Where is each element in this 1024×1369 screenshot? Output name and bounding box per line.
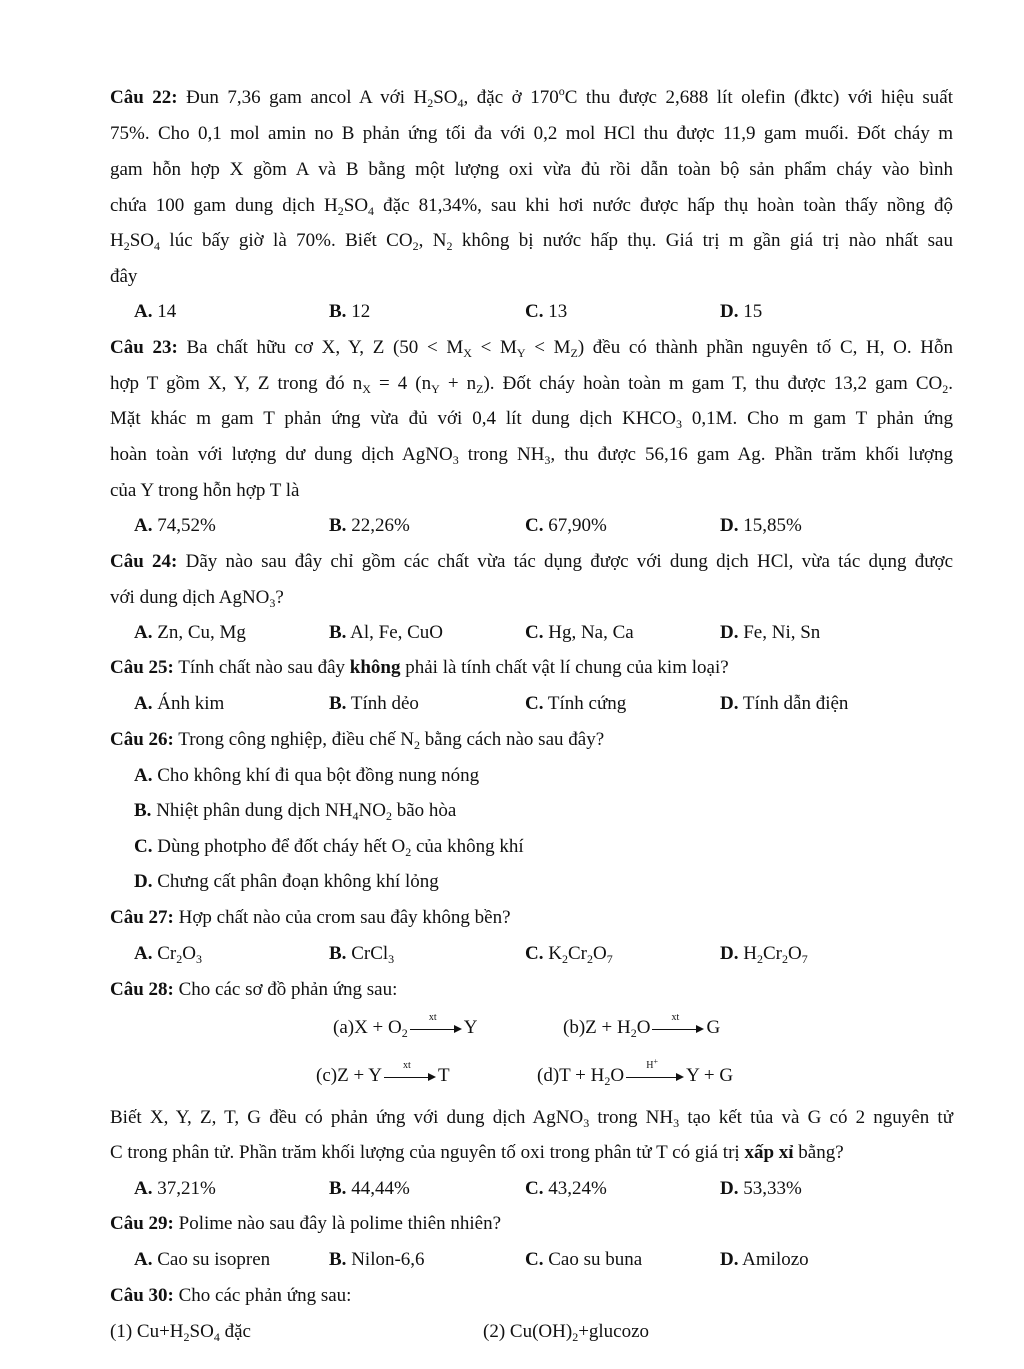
q23-line-2: hợp T gồm X, Y, Z trong đó $n_X = 4$ $(n_Y + n_Z)$. Đốt cháy hoàn toàn m gam T, thu được 13,2 gam $CO_2$. <box>110 373 954 396</box>
q28-line-1: Câu 28: Cho các sơ đồ phản ứng sau: <box>110 979 398 1000</box>
question-label: Câu 23: <box>110 337 178 358</box>
reaction-c: (c)Z + Y xt T <box>316 1059 450 1086</box>
q26-option-b[interactable]: B. Nhiệt phân dung dịch $NH_4NO_2$ bão hòa <box>134 800 457 823</box>
q29-line-1: Câu 29: Polime nào sau đây là polime thiên nhiên? <box>110 1213 502 1234</box>
q23-line-4: hoàn toàn với lượng dư dung dịch AgNO$_3$ trong $NH_3$, thu được 56,16 gam Ag. Phần trăm khối lượng <box>110 444 953 467</box>
q23-option-b[interactable]: B. 22,26% <box>329 515 410 536</box>
q27-option-c[interactable]: C. $K_2Cr_2O_7$ <box>525 943 613 966</box>
q22-option-b[interactable]: B. 12 <box>329 301 371 322</box>
q24-line-1: Câu 24: Dãy nào sau đây chỉ gồm các chất vừa tác dụng được với dung dịch HCl, vừa tác dụng được <box>110 551 954 572</box>
question-label: Câu 27: <box>110 907 174 928</box>
q23-option-a[interactable]: A. 74,52% <box>134 515 216 536</box>
q26-line-1: Câu 26: Trong công nghiệp, điều chế $N_2$ bằng cách nào sau đây? <box>110 729 605 752</box>
q29-option-a[interactable]: A. Cao su isopren <box>134 1249 271 1270</box>
q24-line-2: với dung dịch AgNO$_3$? <box>110 587 284 610</box>
q27-option-b[interactable]: B. CrCl$_3$ <box>329 943 395 966</box>
q25-option-c[interactable]: C. Tính cứng <box>525 693 627 714</box>
reaction-arrow: xt <box>384 1070 436 1084</box>
question-label: Câu 25: <box>110 657 174 678</box>
q25-option-d[interactable]: D. Tính dẫn điện <box>720 693 849 714</box>
q23-line-3: Mặt khác m gam T phản ứng vừa đủ với 0,4 lít dung dịch $KHCO_3$ 0,1M. Cho m gam T phản ứng <box>110 408 953 431</box>
q26-option-c[interactable]: C. Dùng photpho để đốt cháy hết $O_2$ của không khí <box>134 836 524 859</box>
q22-line-2: 75%. Cho 0,1 mol amin no B phản ứng tối đa với 0,2 mol HCl thu được 11,9 gam muối. Đốt cháy m <box>110 123 953 144</box>
reaction-arrow: xt <box>410 1022 462 1036</box>
q28-option-a[interactable]: A. 37,21% <box>134 1178 216 1199</box>
q30-line-1: Câu 30: Cho các phản ứng sau: <box>110 1285 352 1306</box>
q29-option-c[interactable]: C. Cao su buna <box>525 1249 643 1270</box>
question-label: Câu 22: <box>110 87 178 108</box>
q22-line-4: chứa 100 gam dung dịch $H_2SO_4$ đặc 81,34%, sau khi hơi nước được hấp thụ hoàn toàn thấy nồng độ <box>110 195 953 218</box>
q22-line-1: Câu 22: Đun 7,36 gam ancol A với $H_2SO_4$, đặc ở 170$^o$C thu được 2,688 lít olefin (đktc) với hiệu suất <box>110 84 953 110</box>
q24-option-c[interactable]: C. Hg, Na, Ca <box>525 622 634 643</box>
reaction-arrow: H+ <box>626 1070 684 1084</box>
q28-line-3: C trong phân tử. Phần trăm khối lượng của nguyên tố oxi trong phân tử T có giá trị xấp xỉ bằng? <box>110 1142 844 1163</box>
q26-option-d[interactable]: D. Chưng cất phân đoạn không khí lỏng <box>134 871 439 892</box>
q29-option-d[interactable]: D. Amilozo <box>720 1249 809 1270</box>
q23-line-5: của Y trong hỗn hợp T là <box>110 480 300 501</box>
reaction-a: $(a)X + O_2$ xt Y <box>333 1011 478 1040</box>
question-label: Câu 30: <box>110 1285 174 1306</box>
q29-option-b[interactable]: B. Nilon-6,6 <box>329 1249 425 1270</box>
reaction-b: $(b)Z + H_2O$ xt G <box>563 1011 721 1040</box>
q24-option-d[interactable]: D. Fe, Ni, Sn <box>720 622 821 643</box>
q23-option-c[interactable]: C. 67,90% <box>525 515 607 536</box>
reaction-d: $(d)T + H_2O$ H+ Y + G <box>537 1056 734 1088</box>
q25-line-1: Câu 25: Tính chất nào sau đây không phải là tính chất vật lí chung của kim loại? <box>110 657 729 678</box>
q30-reaction-1: (1) $Cu+H_2SO_4$ đặc <box>110 1321 251 1344</box>
q25-option-b[interactable]: B. Tính dẻo <box>329 693 419 714</box>
q28-option-c[interactable]: C. 43,24% <box>525 1178 607 1199</box>
q24-option-a[interactable]: A. Zn, Cu, Mg <box>134 622 246 643</box>
q22-line-6: đây <box>110 266 138 287</box>
q23-option-d[interactable]: D. 15,85% <box>720 515 802 536</box>
question-label: Câu 29: <box>110 1213 174 1234</box>
q22-option-d[interactable]: D. 15 <box>720 301 763 322</box>
q22-option-a[interactable]: A. 14 <box>134 301 177 322</box>
q28-option-d[interactable]: D. 53,33% <box>720 1178 802 1199</box>
q28-line-2: Biết X, Y, Z, T, G đều có phản ứng với dung dịch AgNO$_3$ trong $NH_3$ tạo kết tủa và G có 2 nguyên tử <box>110 1107 953 1130</box>
reaction-arrow: xt <box>652 1022 704 1036</box>
q30-reaction-2: (2) $Cu(OH)_2+glucozo$ <box>483 1321 650 1344</box>
q27-option-d[interactable]: D. $H_2Cr_2O_7$ <box>720 943 808 966</box>
question-label: Câu 26: <box>110 729 174 750</box>
question-label: Câu 28: <box>110 979 174 1000</box>
q28-option-b[interactable]: B. 44,44% <box>329 1178 410 1199</box>
q23-line-1: Câu 23: Ba chất hữu cơ X, Y, Z $(50 < M_X < M_Y < M_Z)$ đều có thành phần nguyên tố C, H, O. Hỗn <box>110 337 954 360</box>
q22-line-5: $H_2SO_4$ lúc bấy giờ là 70%. Biết $CO_2$, $N_2$ không bị nước hấp thụ. Giá trị m gần giá trị nào nhất sau <box>110 230 953 253</box>
q25-option-a[interactable]: A. Ánh kim <box>134 693 225 714</box>
q22-option-c[interactable]: C. 13 <box>525 301 568 322</box>
q27-line-1: Câu 27: Hợp chất nào của crom sau đây không bền? <box>110 907 511 928</box>
q22-line-3: gam hỗn hợp X gồm A và B bằng một lượng oxi vừa đủ rồi dẫn toàn bộ sản phẩm cháy vào bình <box>110 159 953 180</box>
question-label: Câu 24: <box>110 551 178 572</box>
q27-option-a[interactable]: A. $Cr_2O_3$ <box>134 943 202 966</box>
q26-option-a[interactable]: A. Cho không khí đi qua bột đồng nung nóng <box>134 765 480 786</box>
q24-option-b[interactable]: B. Al, Fe, CuO <box>329 622 444 643</box>
